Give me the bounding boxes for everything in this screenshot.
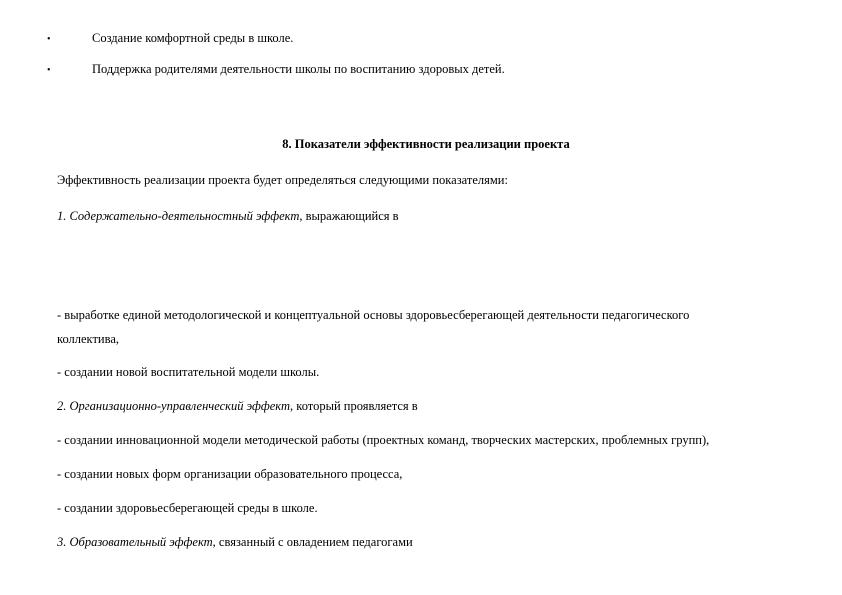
effect-2-item: - создании новых форм организации образовательного процесса,: [57, 467, 403, 481]
bullet-mark: •: [47, 65, 51, 76]
effect-2-item: - создании здоровьесберегающей среды в школе.: [57, 501, 318, 515]
effect-2-item: - создании инновационной модели методической работы (проектных команд, творческих мастерских, проблемных групп),: [57, 433, 710, 447]
bullet-mark: •: [47, 34, 51, 45]
effect-3-rest: , связанный с овладением педагогами: [212, 535, 413, 549]
effect-3-paragraph: [57, 536, 413, 549]
effect-1-item: - создании новой воспитательной модели школы.: [57, 365, 320, 379]
effect-1-label: 1. Содержательно-деятельностный эффект: [57, 209, 300, 223]
effect-1-item: - выработке единой методологической и концептуальной основы здоровьесберегающей деятельности педагогического: [57, 308, 690, 322]
effect-2-rest: , который проявляется в: [290, 399, 418, 413]
effect-1-paragraph: [57, 210, 399, 223]
effect-2-label: 2. Организационно-управленческий эффект: [57, 399, 291, 413]
bullet-text: Поддержка родителями деятельности школы по воспитанию здоровых детей.: [92, 62, 505, 76]
effect-1-item: коллектива,: [57, 332, 120, 346]
intro-paragraph: Эффективность реализации проекта будет определяться следующими показателями:: [57, 173, 508, 187]
effect-3-label: 3. Образовательный эффект: [57, 535, 213, 549]
effect-1-rest: , выражающийся в: [299, 209, 399, 223]
bullet-text: Создание комфортной среды в школе.: [92, 31, 294, 45]
section-heading: 8. Показатели эффективности реализации проекта: [282, 137, 570, 151]
effect-2-paragraph: [57, 400, 418, 413]
